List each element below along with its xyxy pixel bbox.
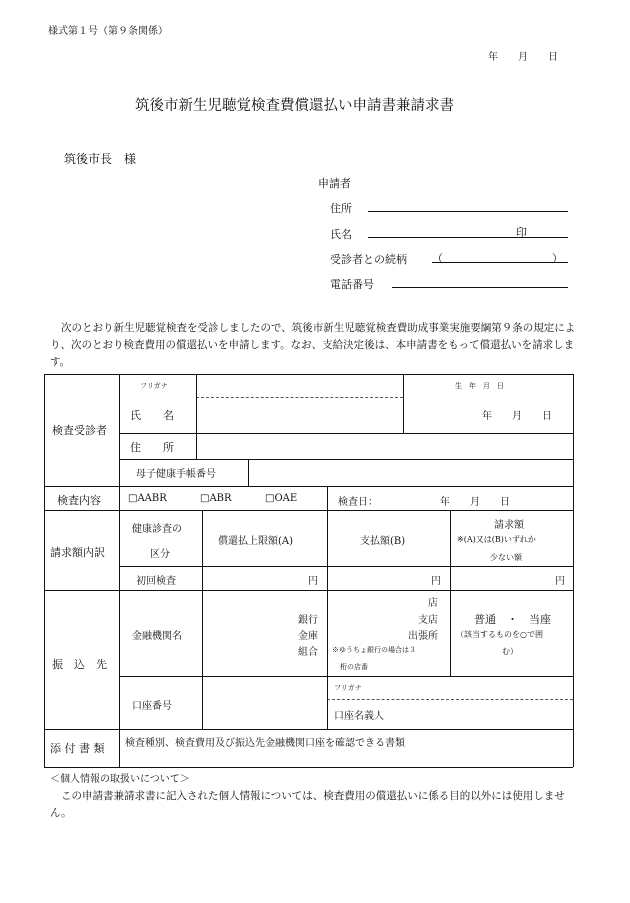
holder-furigana-label: フリガナ	[334, 684, 362, 692]
relation-close-paren: ）	[552, 252, 563, 265]
claim-amount-header: 請求額	[494, 520, 524, 531]
handbook-number-field[interactable]	[249, 460, 572, 485]
examinee-name-label: 氏 名	[130, 409, 174, 422]
phone-label: 電話番号	[330, 278, 374, 291]
relation-label: 受診者との続柄	[330, 253, 407, 266]
examinee-furigana-label: フリガナ	[140, 382, 168, 390]
applicant-address-label: 住所	[330, 202, 352, 215]
examinee-section-label: 検査受診者	[52, 424, 107, 437]
examinee-name-field[interactable]	[197, 398, 402, 432]
bank-name-field[interactable]	[203, 591, 293, 675]
applicant-address-field[interactable]	[368, 211, 568, 212]
claim-amount-note-1: ※(A)又は(B)いずれか	[457, 535, 536, 544]
claim-category-header-1: 健康診査の	[132, 524, 182, 535]
yucho-note-1: ※ゆうちょ銀行の場合は３	[332, 646, 416, 654]
yucho-note-2: 桁の店番	[340, 663, 368, 671]
option-oae-checkbox[interactable]: □OAE	[265, 493, 298, 504]
account-type-note-1: （該当するものを○で囲	[456, 630, 543, 639]
relation-field[interactable]	[432, 262, 568, 263]
branch-type-office: 出張所	[408, 631, 438, 642]
bank-type-shinkin: 金庫	[298, 631, 318, 642]
attachments-text: 検査種別、検査費用及び振込先金融機関口座を確認できる書類	[125, 738, 405, 749]
bank-type-bank: 銀行	[298, 615, 318, 626]
limit-yen-unit: 円	[308, 576, 318, 587]
claim-section-label: 請求額内訳	[50, 546, 105, 559]
claim-amount-note-2: 少ない額	[490, 553, 522, 562]
account-number-label: 口座番号	[132, 701, 172, 712]
exam-date-value: 年 月 日	[440, 497, 510, 508]
bank-name-label: 金融機関名	[132, 631, 182, 642]
claim-yen-unit: 円	[555, 576, 565, 587]
paid-yen-unit: 円	[431, 576, 441, 587]
phone-field[interactable]	[392, 287, 568, 288]
account-holder-label: 口座名義人	[334, 711, 384, 722]
bank-type-kumiai: 組合	[298, 647, 318, 658]
claim-limit-header: 償還払上限額(A)	[218, 536, 294, 547]
applicant-name-field[interactable]	[368, 237, 568, 238]
relation-open-paren: （	[432, 252, 443, 265]
option-abr-checkbox[interactable]: □ABR	[200, 493, 232, 504]
handbook-number-label: 母子健康手帳番号	[136, 469, 216, 480]
examinee-address-label: 住 所	[130, 441, 174, 454]
submission-date: 年 月 日	[488, 52, 558, 63]
privacy-text: この申請書兼請求書に記入された個人情報については、検査費用の償還払いに係る目的以外には使用しません。	[50, 790, 565, 819]
page-title: 筑後市新生児聴覚検査費償還払い申請書兼請求書	[135, 98, 454, 114]
applicant-heading: 申請者	[318, 177, 351, 190]
transfer-section-label: 振 込 先	[52, 658, 107, 671]
exam-date-label: 検査日：	[338, 497, 378, 508]
branch-type-store: 店	[428, 598, 438, 609]
applicant-name-label: 氏名	[330, 228, 352, 241]
examinee-address-field[interactable]	[197, 434, 572, 458]
form-number: 様式第１号（第９条関係）	[48, 26, 168, 37]
claim-paid-header: 支払額(B)	[360, 536, 406, 547]
seal-mark: 印	[516, 226, 527, 239]
intro-paragraph: 次のとおり新生児聴覚検査を受診しましたので、筑後市新生児聴覚検査費助成事業実施要綱第９条の規定により、次のとおり検査費用の償還払いを申請します。なお、支給決定後は、本申請書をもって償還払いを請求します。	[50, 322, 576, 368]
account-holder-field[interactable]	[400, 700, 572, 728]
option-aabr-checkbox[interactable]: □AABR	[128, 493, 167, 504]
account-number-field[interactable]	[203, 677, 326, 728]
branch-type-branch: 支店	[418, 615, 438, 626]
exam-content-label: 検査内容	[57, 494, 101, 507]
privacy-heading: ＜個人情報の取扱いについて＞	[50, 774, 190, 785]
first-exam-label: 初回検査	[136, 576, 176, 587]
addressee: 筑後市長 様	[64, 152, 137, 166]
claim-category-header-2: 区分	[150, 549, 170, 560]
account-type-options[interactable]: 普通 ・ 当座	[474, 613, 551, 626]
birth-date-value: 年 月 日	[482, 411, 552, 422]
attachments-label: 添 付 書 類	[50, 742, 105, 755]
account-type-note-2: む）	[502, 647, 518, 656]
birth-date-label: 生 年 月 日	[455, 382, 504, 390]
